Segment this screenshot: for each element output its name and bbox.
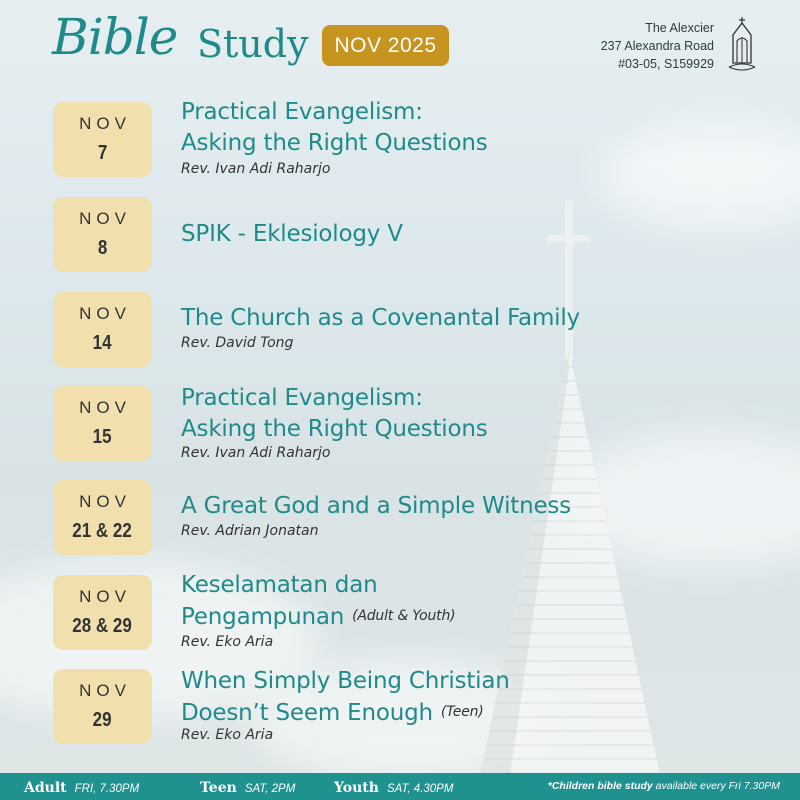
audience-note: (Teen) [440,704,484,720]
date-month: NOV [79,492,131,511]
schedule-time: SAT, 2PM [244,783,296,795]
event-title-line: Practical Evangelism: [181,99,423,125]
date-month: NOV [79,587,131,606]
event-title [181,491,571,522]
event-speaker: Rev. Eko Aria [181,634,274,650]
date-day: 7 [97,142,108,164]
date-day: 15 [93,426,112,448]
church-spire-icon [727,15,757,73]
date-box [53,102,152,177]
event-title [181,219,403,250]
date-day: 8 [97,237,108,259]
event-title-line: A Great God and a Simple Witness [181,493,571,519]
title-script: Bible [52,8,178,66]
month-badge: NOV 2025 [322,25,449,66]
venue-address [601,19,714,73]
date-day: 29 [93,709,112,731]
date-day: 28 & 29 [72,615,133,637]
event-title [181,666,510,729]
date-box [53,480,152,555]
event-title [181,570,455,633]
date-month: NOV [79,209,131,228]
audience-note: (Adult & Youth) [352,608,456,624]
schedule-footer [0,773,800,800]
event-title-line: SPIK - Eklesiology V [181,221,403,247]
event-speaker: Rev. Eko Aria [181,727,274,743]
event-title-line: Doesn’t Seem Enough [181,700,433,726]
schedule-time: SAT, 4.30PM [386,783,454,795]
event-title-line: Asking the Right Questions [181,130,488,156]
date-box [53,386,152,461]
date-month: NOV [79,114,131,133]
event-title-line: Practical Evangelism: [181,385,423,411]
event-title [181,383,488,445]
schedule-time: FRI, 7.30PM [74,783,140,795]
event-title-line: When Simply Being Christian [181,668,510,694]
schedule-teen [200,777,295,796]
date-day: 21 & 22 [72,520,133,542]
event-title-line: The Church as a Covenantal Family [181,305,580,331]
venue-unit: #03-05, S159929 [618,57,714,71]
schedule-group: Adult [24,780,67,796]
date-box [53,575,152,650]
date-month: NOV [79,304,131,323]
event-speaker: Rev. David Tong [181,335,294,351]
event-title [181,97,488,159]
schedule-group: Youth [334,780,379,796]
children-study-note [548,780,780,792]
event-title [181,303,580,334]
venue-name: The Alexcier [645,21,714,35]
venue-street: 237 Alexandra Road [600,39,714,53]
schedule-youth [334,777,453,796]
children-note-bold: *Children bible study [547,780,653,792]
event-title-line: Pengampunan [181,604,345,630]
date-box [53,669,152,744]
schedule-group: Teen [200,780,237,796]
children-note-rest: available every Fri 7.30PM [652,780,780,792]
date-month: NOV [79,681,131,700]
schedule-adult [24,777,139,796]
event-title-line: Keselamatan dan [181,572,378,598]
title-study: Study [197,22,309,66]
date-box [53,292,152,367]
header [0,0,800,90]
date-box [53,197,152,272]
event-speaker: Rev. Ivan Adi Raharjo [181,161,331,177]
date-month: NOV [79,398,131,417]
event-speaker: Rev. Adrian Jonatan [181,523,319,539]
event-speaker: Rev. Ivan Adi Raharjo [181,445,331,461]
event-title-line: Asking the Right Questions [181,416,488,442]
date-day: 14 [93,332,112,354]
